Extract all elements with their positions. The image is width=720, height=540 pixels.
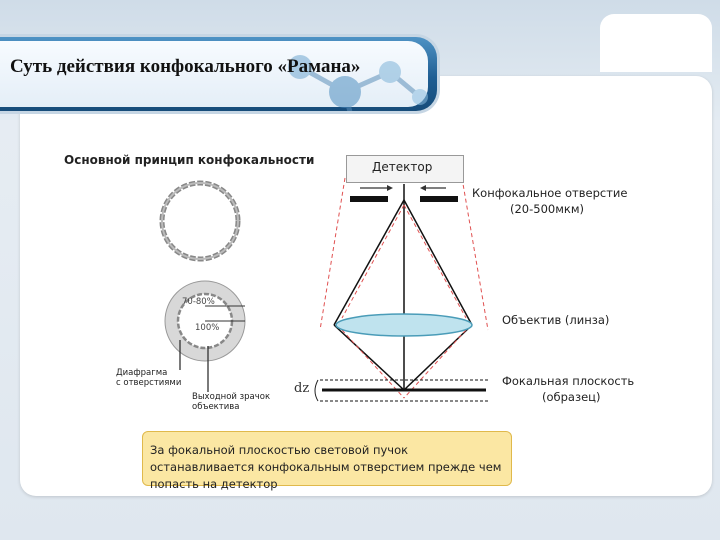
diagram-heading: Основной принцип конфокальности	[64, 153, 315, 167]
diaphragm-label: Диафрагма	[116, 368, 168, 378]
pinhole-size-label: (20-500мкм)	[510, 202, 585, 216]
slide-title: Суть действия конфокального «Рамана»	[10, 56, 361, 77]
dz-bracket	[315, 380, 318, 401]
pupil-label-2: объектива	[192, 402, 240, 412]
pinhole-plate-right	[420, 196, 458, 202]
pupil-ring	[165, 281, 245, 361]
note-text: За фокальной плоскостью световой пучок останавливается конфокальным отверстием прежде чем попасть на детектор	[150, 443, 502, 491]
pupil-label: Выходной зрачок	[192, 392, 271, 402]
pinhole-label: Конфокальное отверстие	[472, 186, 628, 200]
diaphragm-label-2: с отверстиями	[116, 378, 182, 388]
diaphragm-ring-top	[162, 183, 238, 259]
focal-plane-sample-label: (образец)	[542, 390, 601, 404]
detector-label: Детектор	[372, 160, 433, 174]
pinhole-plate-left	[350, 196, 388, 202]
dz-label: dz	[294, 381, 310, 396]
solid-rays	[334, 200, 472, 390]
ring-percent-inner: 100%	[195, 323, 220, 333]
objective-label: Объектив (линза)	[502, 313, 610, 327]
objective-lens	[336, 314, 472, 336]
focal-plane-label: Фокальная плоскость	[502, 374, 635, 388]
ring-percent-outer: 70-80%	[182, 297, 215, 307]
